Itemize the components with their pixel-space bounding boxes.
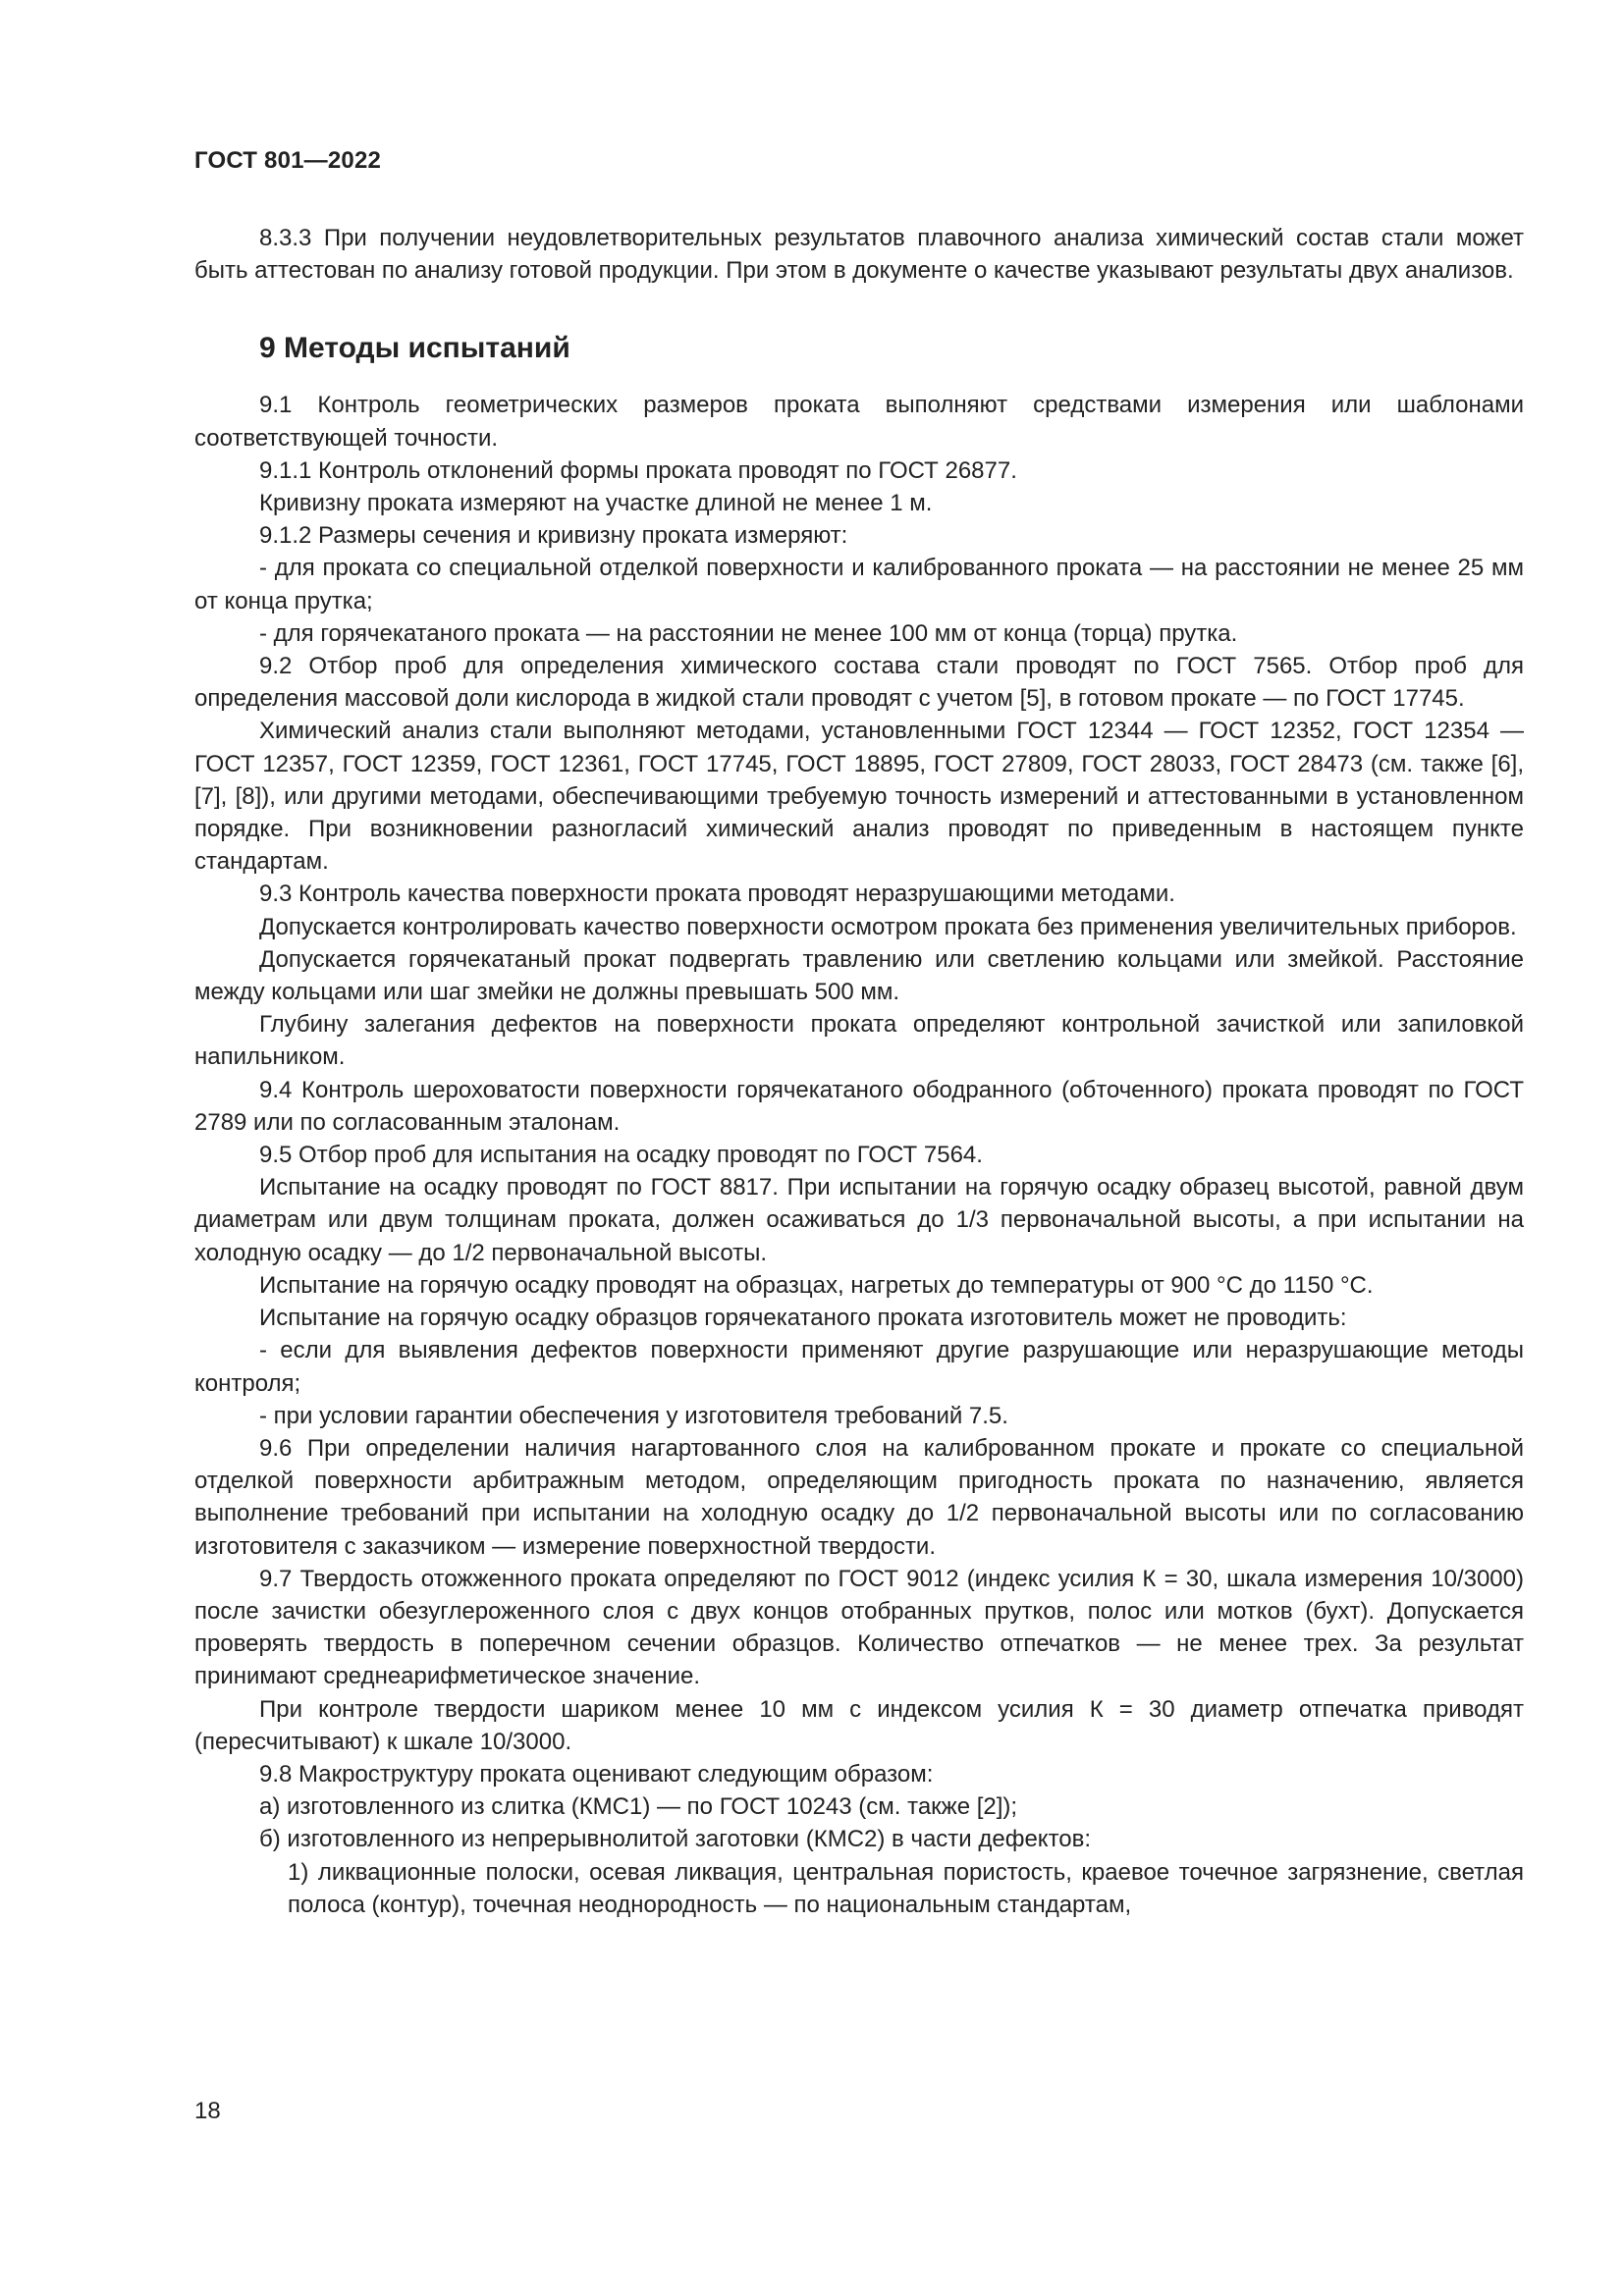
list-item: - для проката со специальной отделкой поверхности и калиброванного проката — на расстоянии не менее 25 мм от конца прутка;: [194, 555, 1524, 614]
document-body: [194, 222, 1524, 1921]
paragraph: 9.1.2 Размеры сечения и кривизну проката измеряют:: [259, 522, 848, 550]
list-item: - если для выявления дефектов поверхности применяют другие разрушающие или неразрушающие методы контроля;: [194, 1337, 1524, 1397]
list-item: - для горячекатаного проката — на расстоянии не менее 100 мм от конца (торца) прутка.: [259, 619, 1238, 647]
paragraph: Испытание на осадку проводят по ГОСТ 8817. При испытании на горячую осадку образец высотой, равной двум диаметрам или двум толщинам проката, должен осаживаться до 1/3 первоначальной высоты, а при испытании на холодную осадку — до 1/2 первоначальной высоты.: [194, 1174, 1524, 1266]
paragraph: Испытание на горячую осадку образцов горячекатаного проката изготовитель может не проводить:: [259, 1305, 1347, 1332]
document-header: ГОСТ 801—2022: [194, 147, 382, 174]
paragraph: 8.3.3 При получении неудовлетворительных результатов плавочного анализа химический состав стали может быть аттестован по анализу готовой продукции. При этом в документе о качестве указывают результаты двух анализов.: [194, 225, 1524, 285]
paragraph: Химический анализ стали выполняют методами, установленными ГОСТ 12344 — ГОСТ 12352, ГОСТ 12354 — ГОСТ 12357, ГОСТ 12359, ГОСТ 12361, ГОСТ 17745, ГОСТ 18895, ГОСТ 27809, ГОСТ 28033, ГОСТ 28473 (см. также [6], [7], [8]), или другими методами, обеспечивающими требуемую точность измерений и аттестованными в установленном порядке. При возникновении разногласий химический анализ проводят по приведенным в настоящем пункте стандартам.: [194, 718, 1524, 876]
paragraph: 9.6 При определении наличия нагартованного слоя на калиброванном прокате и прокате со специальной отделкой поверхности арбитражным методом, определяющим пригодность проката по назначению, является выполнение требований при испытании на холодную осадку до 1/2 первоначальной высоты или по согласованию изготовителя с заказчиком — измерение поверхностной твердости.: [194, 1434, 1524, 1560]
list-item: - при условии гарантии обеспечения у изготовителя требований 7.5.: [259, 1402, 1008, 1429]
paragraph: 9.1.1 Контроль отклонений формы проката проводят по ГОСТ 26877.: [259, 456, 1017, 484]
paragraph: 9.8 Макроструктуру проката оценивают следующим образом:: [259, 1760, 934, 1788]
paragraph: Испытание на горячую осадку проводят на образцах, нагретых до температуры от 900 °С до 1150 °С.: [259, 1271, 1374, 1299]
paragraph: Глубину залегания дефектов на поверхности проката определяют контрольной зачисткой или запиловкой напильником.: [194, 1011, 1524, 1071]
paragraph: Кривизну проката измеряют на участке длиной не менее 1 м.: [259, 490, 933, 517]
paragraph: 9.1 Контроль геометрических размеров проката выполняют средствами измерения или шаблонами соответствующей точности.: [194, 392, 1524, 452]
paragraph: 9.3 Контроль качества поверхности проката проводят неразрушающими методами.: [259, 881, 1175, 908]
list-item: а) изготовленного из слитка (КМС1) — по ГОСТ 10243 (см. также [2]);: [259, 1793, 1018, 1821]
paragraph: 9.5 Отбор проб для испытания на осадку проводят по ГОСТ 7564.: [259, 1142, 983, 1169]
list-item: 1) ликвационные полоски, осевая ликвация, центральная пористость, краевое точечное загрязнение, светлая полоса (контур), точечная неоднородность — по национальным стандартам,: [288, 1858, 1524, 1918]
paragraph: 9.2 Отбор проб для определения химического состава стали проводят по ГОСТ 7565. Отбор проб для определения массовой доли кислорода в жидкой стали проводят с учетом [5], в готовом прокате — по ГОСТ 17745.: [194, 653, 1524, 713]
paragraph: 9.7 Твердость отожженного проката определяют по ГОСТ 9012 (индекс усилия К = 30, шкала измерения 10/3000) после зачистки обезуглероженного слоя с двух концов отобранных прутков, полос или мотков (бухт). Допускается проверять твердость в поперечном сечении образцов. Количество отпечатков — не менее трех. За результат принимают среднеарифметическое значение.: [194, 1565, 1524, 1690]
paragraph: Допускается контролировать качество поверхности осмотром проката без применения увеличительных приборов.: [259, 913, 1517, 940]
paragraph: При контроле твердости шариком менее 10 мм с индексом усилия К = 30 диаметр отпечатка приводят (пересчитывают) к шкале 10/3000.: [194, 1695, 1524, 1755]
paragraph: Допускается горячекатаный прокат подвергать травлению или светлению кольцами или змейкой. Расстояние между кольцами или шаг змейки не должны превышать 500 мм.: [194, 945, 1524, 1006]
paragraph: 9.4 Контроль шероховатости поверхности горячекатаного ободранного (обточенного) проката проводят по ГОСТ 2789 или по согласованным эталонам.: [194, 1076, 1524, 1136]
list-item: б) изготовленного из непрерывнолитой заготовки (КМС2) в части дефектов:: [259, 1826, 1092, 1853]
section-heading: 9 Методы испытаний: [259, 332, 570, 365]
page-number: 18: [194, 2098, 221, 2124]
